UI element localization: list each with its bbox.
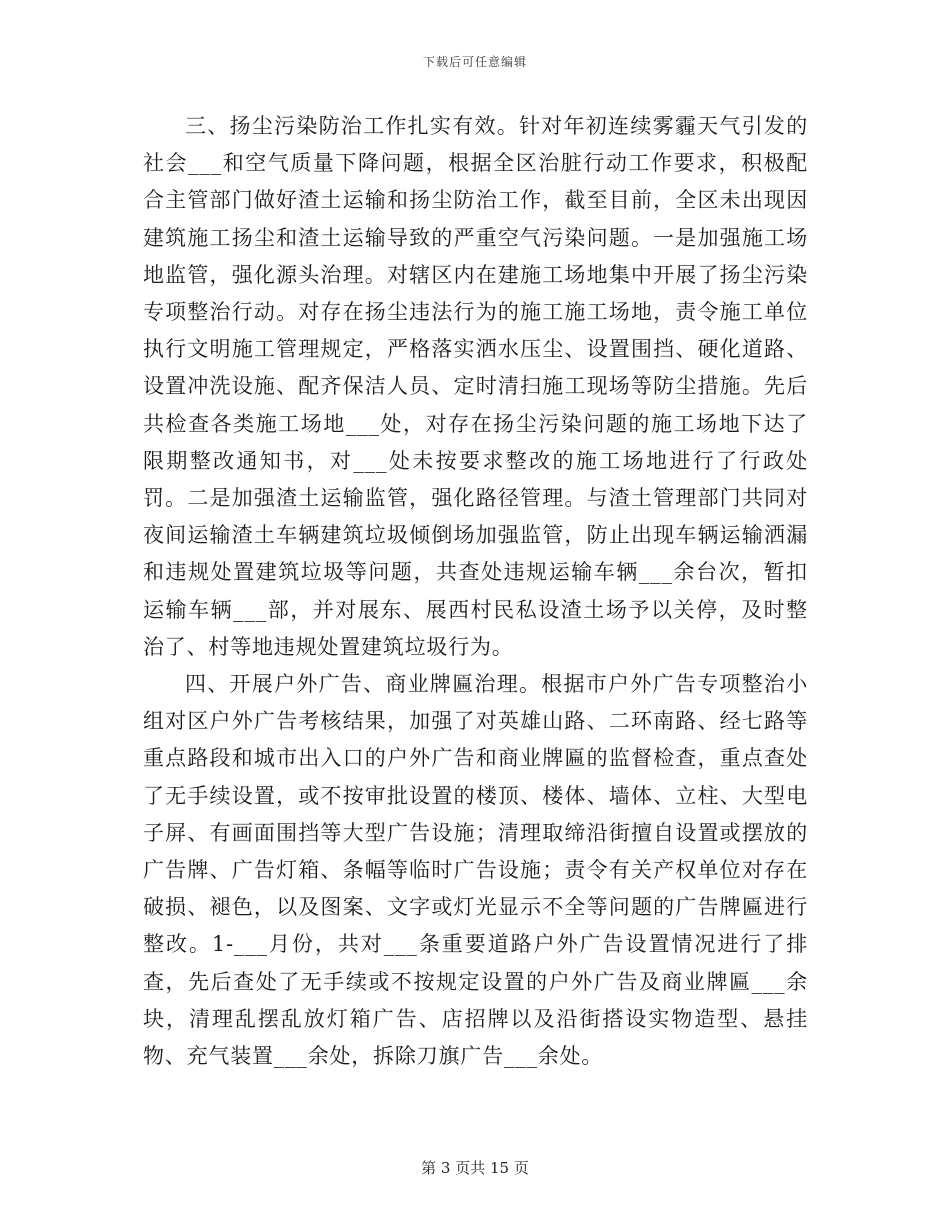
- paragraph-outdoor-advertising: 四、开展户外广告、商业牌匾治理。根据市户外广告专项整治小组对区户外广告考核结果，加强了对英雄山路、二环南路、经七路等重点路段和城市出入口的户外广告和商业牌匾的监督检查，重点查处了无手续设置，或不按审批设置的楼顶、楼体、墙体、立柱、大型电子屏、有画面围挡等大型广告设施；清理取缔沿街擅自设置或摆放的广告牌、广告灯箱、条幅等临时广告设施；责令有关产权单位对存在破损、褪色，以及图案、文字或灯光显示不全等问题的广告牌匾进行整改。1-___月份，共对___条重要道路户外广告设置情况进行了排查，先后查处了无手续或不按规定设置的户外广告及商业牌匾___余块，清理乱摆乱放灯箱广告、店招牌以及沿街搭设实物造型、悬挂物、充气装置___余处，拆除刀旗广告___余处。: [143, 672, 808, 1069]
- paragraph-dust-pollution-control: 三、扬尘污染防治工作扎实有效。针对年初连续雾霾天气引发的社会___和空气质量下降问题，根据全区治脏行动工作要求，积极配合主管部门做好渣土运输和扬尘防治工作，截至目前，全区未出现因建筑施工扬尘和渣土运输导致的严重空气污染问题。一是加强施工场地监管，强化源头治理。对辖区内在建施工场地集中开展了扬尘污染专项整治行动。对存在扬尘违法行为的施工施工场地，责令施工单位执行文明施工管理规定，严格落实洒水压尘、设置围挡、硬化道路、设置冲洗设施、配齐保洁人员、定时清扫施工现场等防尘措施。先后共检查各类施工场地___处，对存在扬尘污染问题的施工场地下达了限期整改通知书，对___处未按要求整改的施工场地进行了行政处罚。二是加强渣土运输监管，强化路径管理。与渣土管理部门共同对夜间运输渣土车辆建筑垃圾倾倒场加强监管，防止出现车辆运输洒漏和违规处置建筑垃圾等问题，共查处违规运输车辆___余台次，暂扣运输车辆___部，并对展东、展西村民私设渣土场予以关停，及时整治了、村等地违规处置建筑垃圾行为。: [143, 114, 808, 659]
- page-number: 第 3 页共 15 页: [421, 1159, 529, 1177]
- document-body: [143, 108, 808, 1075]
- header-note: 下载后可任意编辑: [422, 55, 527, 69]
